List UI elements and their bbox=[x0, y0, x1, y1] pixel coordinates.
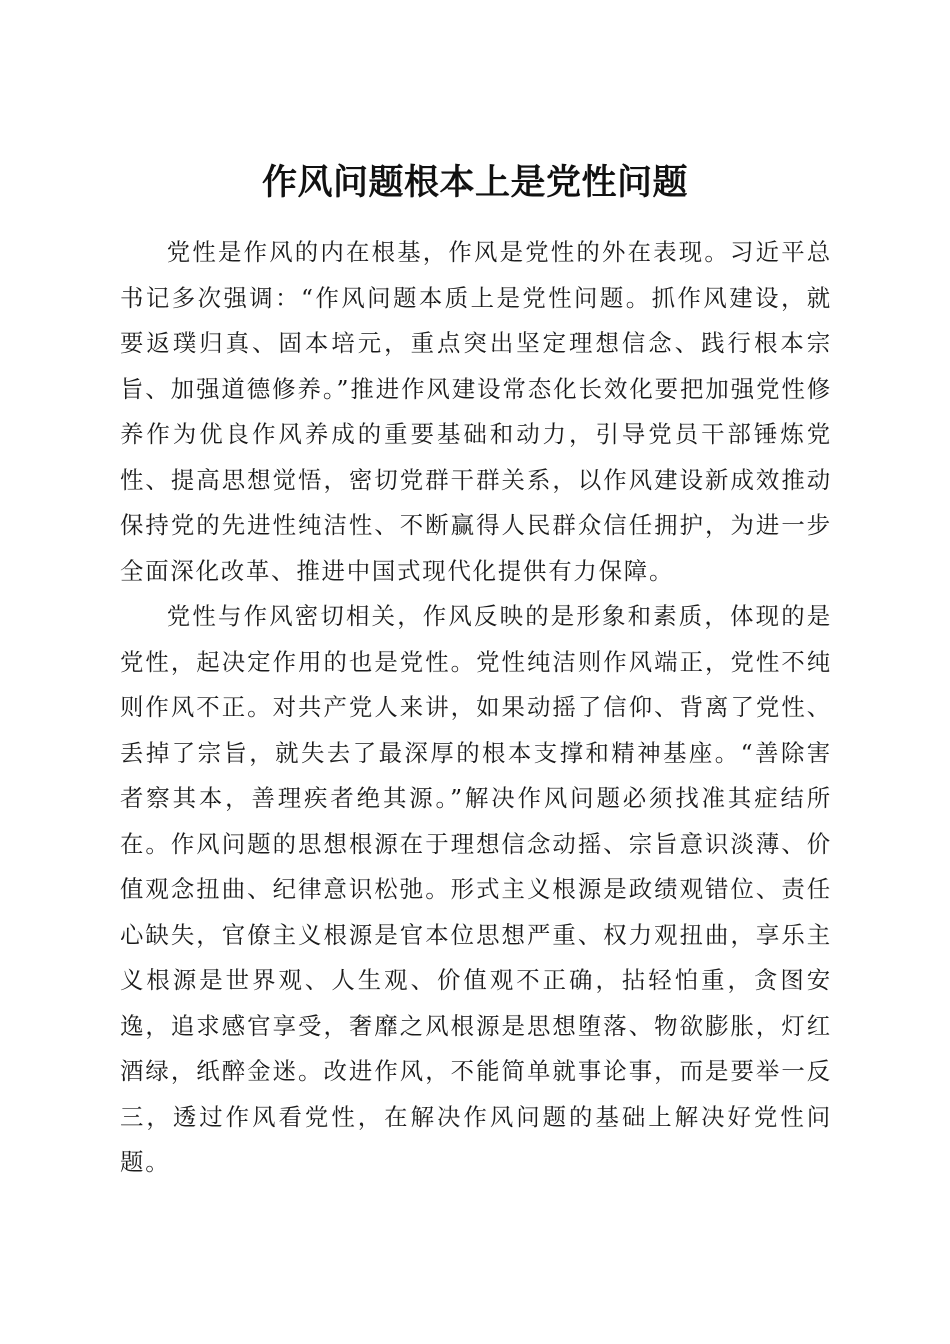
document-body bbox=[120, 230, 832, 1186]
document-title: 作风问题根本上是党性问题 bbox=[261, 162, 688, 204]
paragraph: 党性与作风密切相关，作风反映的是形象和素质，体现的是党性，起决定作用的也是党性。党性纯洁则作风端正，党性不纯则作风不正。对共产党人来讲，如果动摇了信仰、背离了党性、丢掉了宗旨，就失去了最深厚的根本支撑和精神基座。“善除害者察其本，善理疾者绝其源。”解决作风问题必须找准其症结所在。作风问题的思想根源在于理想信念动摇、宗旨意识淡薄、价值观念扭曲、纪律意识松弛。形式主义根源是政绩观错位、责任心缺失，官僚主义根源是官本位思想严重、权力观扭曲，享乐主义根源是世界观、人生观、价值观不正确，拈轻怕重，贪图安逸，追求感官享受，奢靡之风根源是思想堕落、物欲膨胀，灯红酒绿，纸醉金迷。改进作风，不能简单就事论事，而是要举一反三，透过作风看党性，在解决作风问题的基础上解决好党性问题。 bbox=[120, 602, 832, 1176]
paragraph: 党性是作风的内在根基，作风是党性的外在表现。习近平总书记多次强调：“作风问题本质上是党性问题。抓作风建设，就要返璞归真、固本培元，重点突出坚定理想信念、践行根本宗旨、加强道德修养。”推进作风建设常态化长效化要把加强党性修养作为优良作风养成的重要基础和动力，引导党员干部锤炼党性、提高思想觉悟，密切党群干群关系，以作风建设新成效推动保持党的先进性纯洁性、不断赢得人民群众信任拥护，为进一步全面深化改革、推进中国式现代化提供有力保障。 bbox=[120, 238, 832, 585]
